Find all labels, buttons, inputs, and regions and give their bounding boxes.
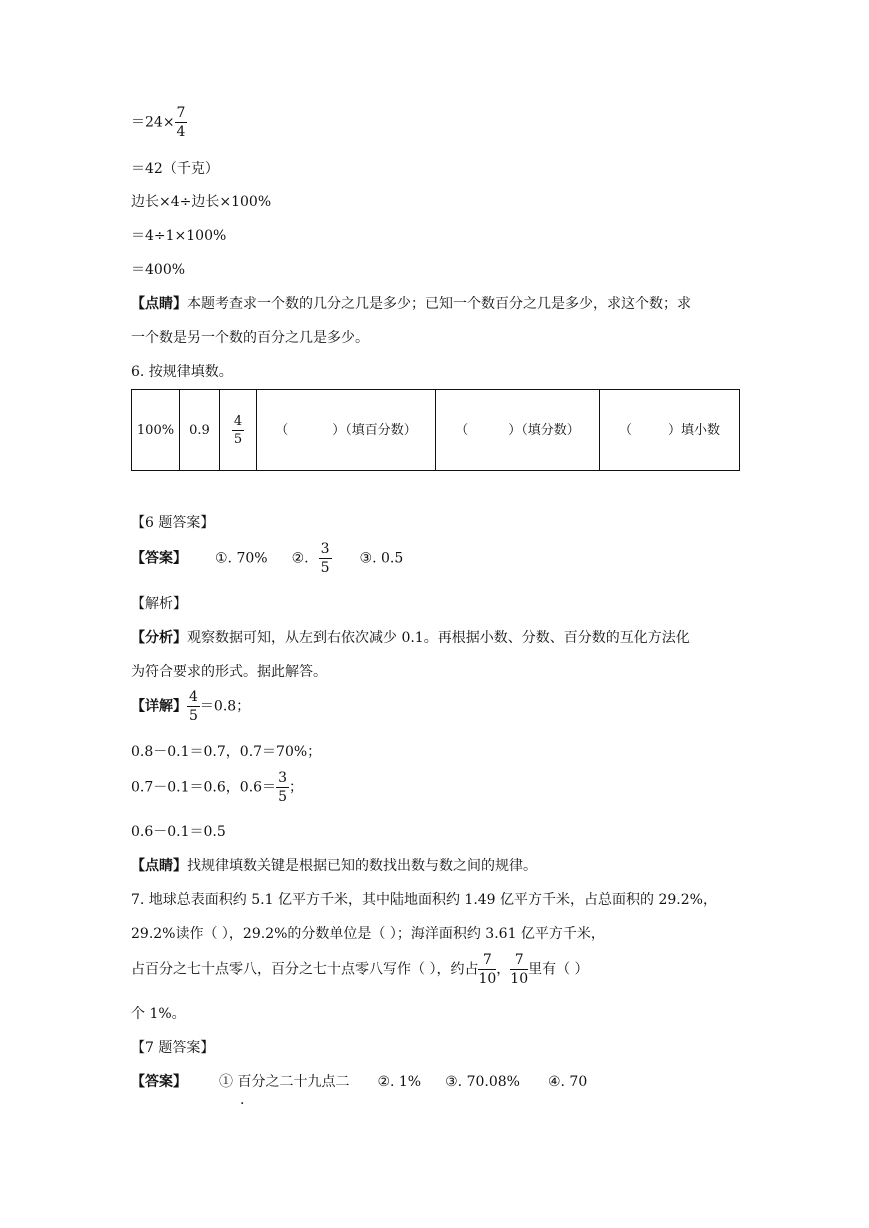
fraction-numerator: 4 xyxy=(189,689,198,705)
calc-text: ＝24× xyxy=(131,114,175,131)
review-text: 本题考查求一个数的几分之几是多少；已知一个数百分之几是多少，求这个数；求 xyxy=(187,296,691,312)
cell-decimal: 0.9 xyxy=(180,390,220,471)
fraction-denominator: 5 xyxy=(233,431,243,447)
answer-4: ④. 70 xyxy=(547,1074,588,1090)
fraction-denominator: 5 xyxy=(320,560,330,576)
fraction-denominator: 5 xyxy=(278,789,287,805)
question-6-title: 6. 按规律填数。 xyxy=(131,364,233,380)
review-note-line-1 xyxy=(131,297,691,311)
question-text: 占百分之七十点零八，百分之七十点零八写作（ ），约占 xyxy=(131,961,479,978)
answer-6-line xyxy=(131,542,403,575)
fraction-numerator: 3 xyxy=(278,770,287,786)
blank-hint: ）（填分数） xyxy=(508,422,580,438)
fraction-numerator: 4 xyxy=(233,413,243,429)
fraction-numerator: 7 xyxy=(478,953,496,970)
open-paren: （ xyxy=(275,422,289,438)
question-7-line-2: 29.2%读作（ ），29.2%的分数单位是（ ）；海洋面积约 3.61 亿平方千米， xyxy=(131,926,605,942)
fraction xyxy=(175,106,188,139)
blank-hint: ）填小数 xyxy=(668,422,721,438)
sequence-table xyxy=(131,389,740,471)
fraction xyxy=(478,953,496,986)
fraction xyxy=(232,415,244,446)
cell-blank-decimal xyxy=(600,390,740,471)
dianjing-line xyxy=(131,859,537,873)
cell-fraction xyxy=(220,390,257,471)
fraction xyxy=(187,690,200,723)
answer-3: ③. 70.08% xyxy=(445,1074,520,1090)
calc-line-1 xyxy=(131,106,187,139)
review-tag: 【点睛】 xyxy=(131,296,187,312)
open-paren: （ xyxy=(455,422,469,438)
fraction-numerator: 7 xyxy=(510,953,528,970)
detail-line-1 xyxy=(131,690,250,723)
fenxi-line-2: 为符合要求的形式。据此解答。 xyxy=(131,664,327,680)
analysis-text: 观察数据可知，从左到右依次减少 0.1。再根据小数、分数、百分数的互化方法化 xyxy=(187,630,690,646)
stray-dot: . xyxy=(240,1092,245,1108)
blank-hint: ）（填百分数） xyxy=(332,422,417,438)
calc-line-2: ＝42（千克） xyxy=(131,161,219,177)
detail-text: 0.7－0.1＝0.6，0.6＝ xyxy=(131,779,277,796)
review-note-line-2: 一个数是另一个数的百分之几是多少。 xyxy=(131,330,369,346)
answer-1: ①. 70% xyxy=(215,550,268,567)
answer-7-heading: 【7 题答案】 xyxy=(131,1040,215,1056)
detail-text: ； xyxy=(288,779,303,796)
calc-line-3: 边长×4÷边长×100% xyxy=(131,194,272,210)
fraction-denominator: 4 xyxy=(176,124,186,140)
answer-tag: 【答案】 xyxy=(131,550,187,567)
cell-blank-fraction xyxy=(436,390,600,471)
detail-line-3 xyxy=(131,771,303,804)
answer-6-heading: 【6 题答案】 xyxy=(131,515,215,531)
question-text: ， xyxy=(496,961,511,978)
fraction-denominator: 10 xyxy=(510,971,529,987)
answer-7-line xyxy=(131,1075,587,1089)
analysis-tag: 【分析】 xyxy=(131,630,187,646)
cell-percent: 100% xyxy=(132,390,180,471)
table-row xyxy=(132,390,740,471)
fraction xyxy=(276,771,289,804)
answer-1: ① 百分之二十九点二 xyxy=(219,1074,350,1090)
review-text: 找规律填数关键是根据已知的数找出数与数之间的规律。 xyxy=(187,858,537,874)
fraction xyxy=(510,953,528,986)
question-7-line-4: 个 1%。 xyxy=(131,1006,186,1022)
question-text: 里有（ ） xyxy=(528,961,589,978)
detail-text: ＝0.8； xyxy=(199,698,251,715)
fraction-numerator: 7 xyxy=(176,105,186,121)
fraction-numerator: 3 xyxy=(320,541,330,557)
open-paren: （ xyxy=(618,422,632,438)
review-tag: 【点睛】 xyxy=(131,858,187,874)
answer-2-fraction xyxy=(319,542,332,575)
detail-line-2: 0.8－0.1＝0.7，0.7＝70%； xyxy=(131,744,322,760)
analysis-heading: 【解析】 xyxy=(131,596,187,612)
fraction-denominator: 5 xyxy=(189,708,198,724)
answer-3: ③. 0.5 xyxy=(359,550,404,567)
calc-line-5: ＝400% xyxy=(131,262,186,278)
detail-line-4: 0.6－0.1＝0.5 xyxy=(131,824,226,840)
cell-blank-percent xyxy=(257,390,436,471)
answer-tag: 【答案】 xyxy=(131,1074,187,1090)
answer-2-label: ②. xyxy=(291,550,309,567)
fraction-denominator: 10 xyxy=(478,971,497,987)
calc-line-4: ＝4÷1×100% xyxy=(131,228,227,244)
detail-tag: 【详解】 xyxy=(131,698,187,715)
answer-2: ②. 1% xyxy=(377,1074,422,1090)
fenxi-line-1 xyxy=(131,631,690,645)
question-7-line-3 xyxy=(131,953,589,986)
question-7-line-1: 7. 地球总表面积约 5.1 亿平方千米，其中陆地面积约 1.49 亿平方千米，占总面积的 29.2%， xyxy=(131,892,717,908)
